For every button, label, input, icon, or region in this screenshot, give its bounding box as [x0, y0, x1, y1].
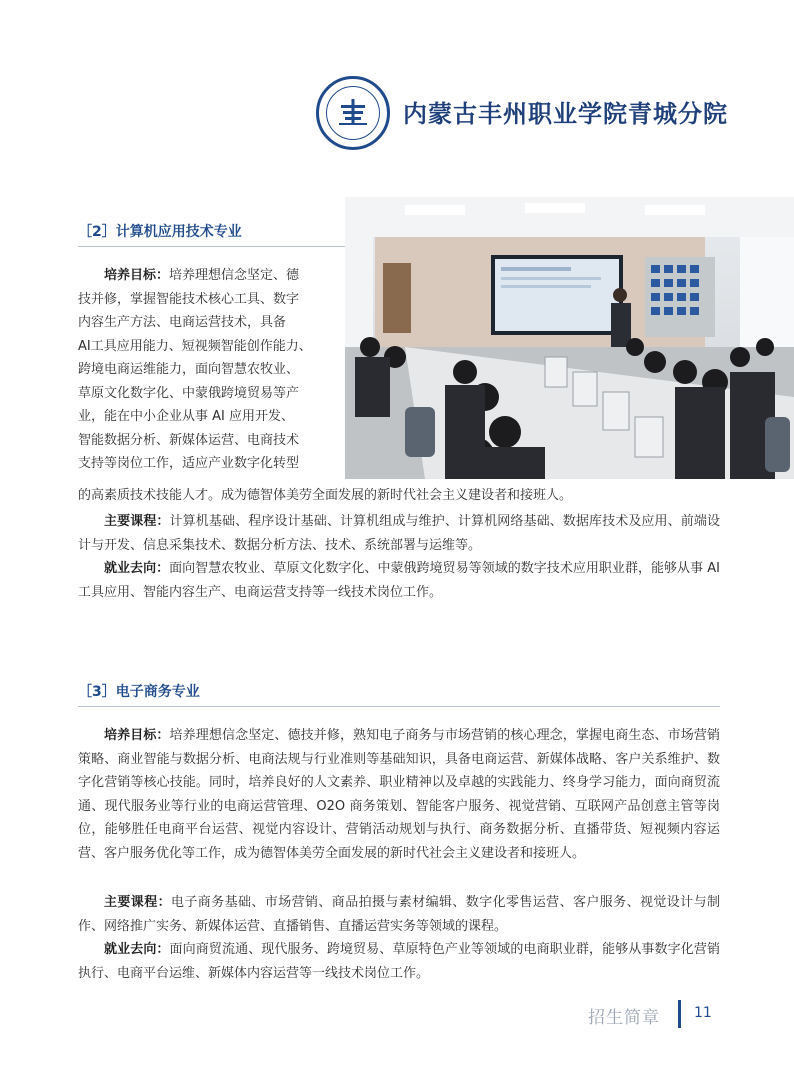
goal-label: 培养目标：: [104, 268, 170, 283]
computer-goal-block: [78, 264, 340, 476]
computer-goal-tail: 的高素质技术技能人才。成为德智体美劳全面发展的新时代社会主义建设者和接班人。: [78, 488, 573, 503]
goal-line: 草原文化数字化、中蒙俄跨境贸易等产: [78, 385, 300, 401]
section-divider: [78, 706, 720, 707]
footer-label: 招生简章: [588, 1008, 660, 1028]
school-name: 内蒙古丰州职业学院青城分院: [403, 99, 728, 128]
page-number: 11: [694, 1005, 712, 1021]
section-title-computer: ［2］计算机应用技术专业: [78, 224, 242, 240]
courses-text: 计算机基础、程序设计基础、计算机组成与维护、计算机网络基础、数据库技术及应用、前端设计与开发、信息采集技术、数据分析方法、技术、系统部署与运维等。: [78, 514, 720, 553]
career-label: 就业去向：: [104, 942, 170, 957]
goal-line: 内容生产方法、电商运营技术，具备: [78, 315, 287, 330]
courses-label: 主要课程：: [104, 895, 171, 910]
goal-line: 智能数据分析、新媒体运营、电商技术: [78, 432, 300, 448]
goal-label: 培养目标：: [104, 728, 170, 743]
section-divider: [78, 246, 345, 247]
goal-line: AI工具应用能力、短视频智能创作能力、: [78, 338, 312, 354]
courses-text: 电子商务基础、市场营销、商品拍摄与素材编辑、数字化零售运营、客户服务、视觉设计与制作、网络推广实务、新媒体运营、直播销售、直播运营实务等领域的课程。: [78, 895, 720, 934]
career-text: 面向智慧农牧业、草原文化数字化、中蒙俄跨境贸易等领域的数字技术应用职业群，能够从事 AI 工具应用、智能内容生产、电商运营支持等一线技术岗位工作。: [78, 561, 720, 600]
footer-divider: [678, 1000, 681, 1028]
computer-career: [78, 557, 720, 604]
ecommerce-career: [78, 938, 720, 985]
courses-label: 主要课程：: [104, 514, 170, 529]
goal-line: 跨境电商运维能力，面向智慧农牧业、: [78, 362, 300, 377]
computer-courses: [78, 510, 720, 557]
goal-line: 业，能在中小企业从事 AI 应用开发、: [78, 409, 294, 424]
goal-line: 支持等岗位工作，适应产业数字化转型: [78, 456, 300, 471]
school-emblem-icon: [316, 76, 390, 150]
goal-text: 培养理想信念坚定、德技并修，熟知电子商务与市场营销的核心理念，掌握电商生态、市场营销策略、商业智能与数据分析、电商法规与行业准则等基础知识，具备电商运营、新媒体战略、客户关系维护、数字化营销等核心技能。同时，培养良好的人文素养、职业精神以及卓越的实践能力、终身学习能力，面向商贸流通、现代服务业等行业的电商运营管理、O2O 商务策划、智能客户服务、视觉营销、互联网产品创意主管等岗位，能够胜任电商平台运营、视觉内容设计、营销活动规划与执行、商务数据分析、直播带货、短视频内容运营、客户服务优化等工作，成为德智体美劳全面发展的新时代社会主义建设者和接班人。: [78, 728, 720, 861]
goal-line: 技并修，掌握智能技术核心工具、数字: [78, 291, 300, 307]
ecommerce-courses: [78, 891, 720, 938]
ecommerce-goal: [78, 724, 720, 865]
career-label: 就业去向：: [104, 561, 170, 576]
goal-line: 培养理想信念坚定、德: [169, 268, 300, 283]
section-title-ecommerce: ［3］电子商务专业: [78, 684, 200, 700]
career-text: 面向商贸流通、现代服务、跨境贸易、草原特色产业等领域的电商职业群，能够从事数字化营销执行、电商平台运维、新媒体内容运营等一线技术岗位工作。: [78, 942, 720, 981]
classroom-photo: [345, 197, 794, 479]
